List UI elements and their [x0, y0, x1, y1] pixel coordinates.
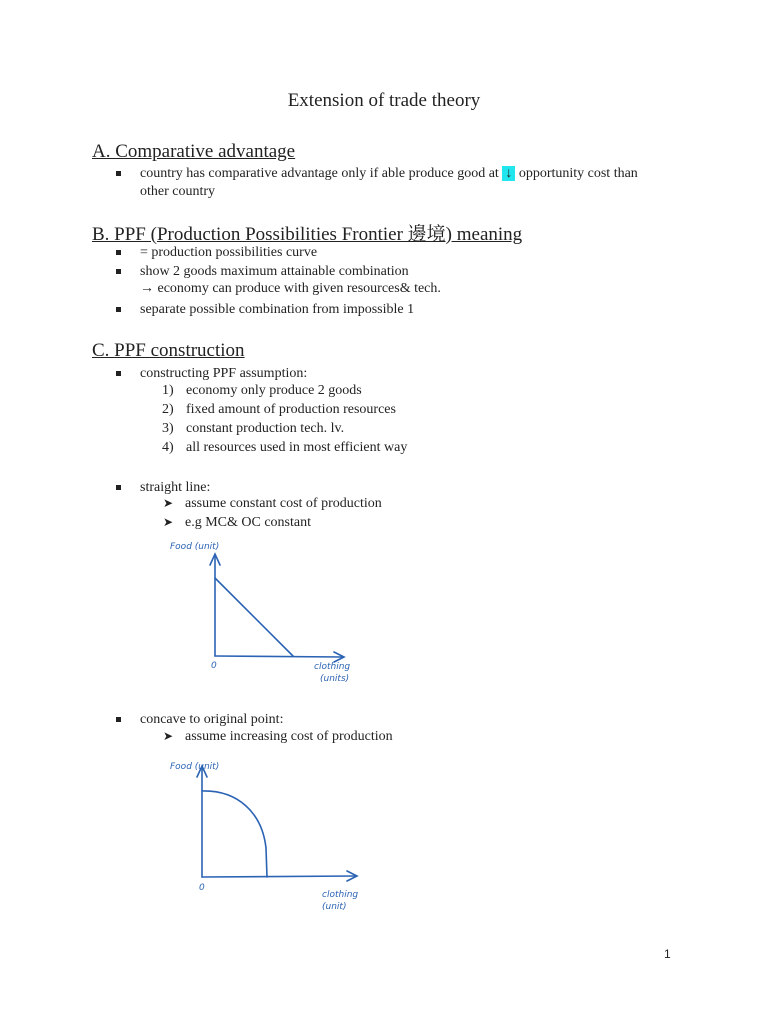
bullet-marker: [116, 269, 121, 274]
bullet-text-before: country has comparative advantage only if able produce good at: [140, 166, 499, 181]
assumption-text: fixed amount of production resources: [186, 402, 396, 417]
origin-label: 0: [211, 661, 217, 671]
bullet-text: constructing PPF assumption:: [140, 366, 308, 381]
y-axis-label: Food (unit): [170, 542, 220, 552]
ppf-concave-curve: [202, 791, 267, 877]
arrowhead-bullet-icon: ➤: [163, 729, 174, 743]
arrow-point-text: assume constant cost of production: [185, 496, 382, 511]
arrowhead-bullet-icon: ➤: [163, 496, 174, 510]
arrow-point-text: e.g MC& OC constant: [185, 515, 311, 530]
arrow-point: [163, 729, 393, 745]
section-b-heading: B. PPF (Production Possibilities Frontier 邊境) meaning: [92, 224, 523, 245]
bullet-continuation: → economy can produce with given resources& tech.: [140, 281, 441, 296]
x-axis-unit: (units): [320, 674, 350, 684]
bullet-text: = production possibilities curve: [140, 245, 318, 260]
page-number: 1: [664, 947, 671, 961]
y-axis-label: Food (unit): [170, 762, 220, 772]
bullet-marker: [116, 171, 121, 176]
bullet-text: straight line:: [140, 480, 211, 495]
bullet-marker: [116, 307, 121, 312]
bullet-marker: [116, 371, 121, 376]
assumption-item: [162, 402, 396, 418]
assumption-item: [162, 440, 407, 456]
down-arrow-highlight: ↓: [502, 166, 515, 181]
arrow-point: [163, 515, 311, 531]
bullet-text: separate possible combination from impossible 1: [140, 302, 415, 317]
assumption-number: 4): [162, 440, 174, 455]
x-axis-unit: (unit): [322, 902, 347, 912]
assumption-item: [162, 383, 362, 399]
assumption-text: all resources used in most efficient way: [186, 440, 408, 455]
assumption-text: economy only produce 2 goods: [186, 383, 362, 398]
straight-line-ppf-sketch: [162, 535, 372, 690]
assumption-item: [162, 421, 344, 437]
concave-ppf-sketch: [162, 752, 372, 917]
x-axis-label: clothing: [314, 662, 351, 672]
bullet-text: concave to original point:: [140, 712, 284, 727]
bullet-text: show 2 goods maximum attainable combination: [140, 264, 409, 279]
assumption-number: 1): [162, 383, 174, 398]
arrowhead-bullet-icon: ➤: [163, 515, 174, 529]
x-axis: [215, 656, 343, 657]
arrow-point: [163, 496, 382, 512]
document-title: Extension of trade theory: [287, 90, 481, 111]
section-c-heading: C. PPF construction: [92, 340, 245, 361]
arrow-point-text: assume increasing cost of production: [185, 729, 393, 744]
bullet-marker: [116, 250, 121, 255]
x-axis-label: clothing: [322, 890, 359, 900]
ppf-straight-line: [215, 578, 293, 656]
bullet-continuation: other country: [140, 184, 216, 199]
assumption-number: 2): [162, 402, 174, 417]
x-axis: [202, 876, 356, 877]
assumption-text: constant production tech. lv.: [186, 421, 345, 436]
bullet-marker: [116, 717, 121, 722]
assumption-number: 3): [162, 421, 174, 436]
section-a-heading: A. Comparative advantage: [92, 141, 296, 162]
origin-label: 0: [199, 883, 205, 893]
bullet-text-after: opportunity cost than: [518, 166, 638, 181]
bullet-marker: [116, 485, 121, 490]
